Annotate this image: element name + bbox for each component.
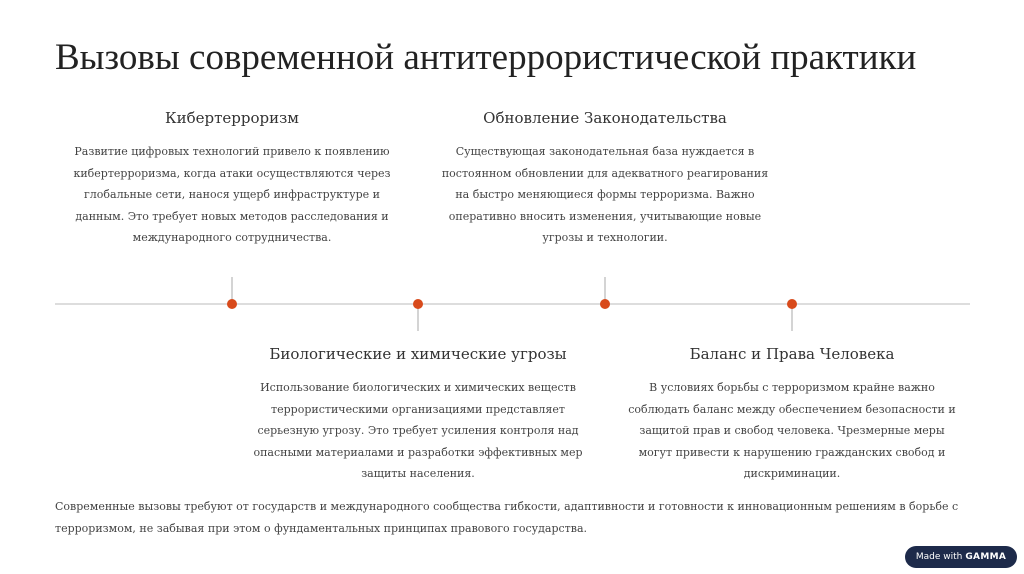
gamma-logo: GAMMA — [965, 552, 1007, 562]
card-cyberterrorism — [62, 109, 402, 249]
timeline-line — [55, 303, 970, 305]
card-text: Использование биологических и химических веществ террористическими организациями представляет серьезную угрозу. Это требует усиления контроля над опасными материалами и разработки эффективных мер защиты населения. — [253, 381, 583, 481]
card-bio-chemical-threats — [250, 345, 586, 485]
card-legislation-update — [440, 109, 770, 249]
summary-text: Современные вызовы требуют от государств и международного сообщества гибкости, адаптивности и готовности к инновационным решениям в борьбе с терроризмом, не забывая при этом о фундаментальных принципах правового государства. — [55, 500, 959, 535]
card-title: Баланс и Права Человека — [689, 345, 895, 363]
slide-title: Вызовы современной антитеррористической практики — [55, 37, 917, 78]
card-title: Биологические и химические угрозы — [269, 345, 567, 363]
card-title: Обновление Законодательства — [483, 109, 727, 127]
card-text: В условиях борьбы с терроризмом крайне важно соблюдать баланс между обеспечением безопасности и защитой прав и свобод человека. Чрезмерные меры могут привести к нарушению гражданских свобод и дискриминации. — [628, 381, 956, 481]
card-title: Кибертерроризм — [165, 109, 299, 127]
timeline-marker — [413, 299, 423, 309]
card-balance-human-rights — [622, 345, 962, 485]
timeline-marker — [227, 299, 237, 309]
card-text: Существующая законодательная база нуждается в постоянном обновлении для адекватного реагирования на быстро меняющиеся формы терроризма. Важно оперативно вносить изменения, учитывающие новые угрозы и технологии. — [441, 145, 769, 245]
timeline-marker — [787, 299, 797, 309]
badge-prefix: Made with — [915, 552, 963, 562]
timeline-marker — [600, 299, 610, 309]
card-text: Развитие цифровых технологий привело к появлению кибертерроризма, когда атаки осуществляются через глобальные сети, нанося ущерб инфраструктуре и данным. Это требует новых методов расследования и международного сотрудничества. — [73, 145, 391, 245]
made-with-gamma-badge[interactable] — [905, 546, 1017, 568]
